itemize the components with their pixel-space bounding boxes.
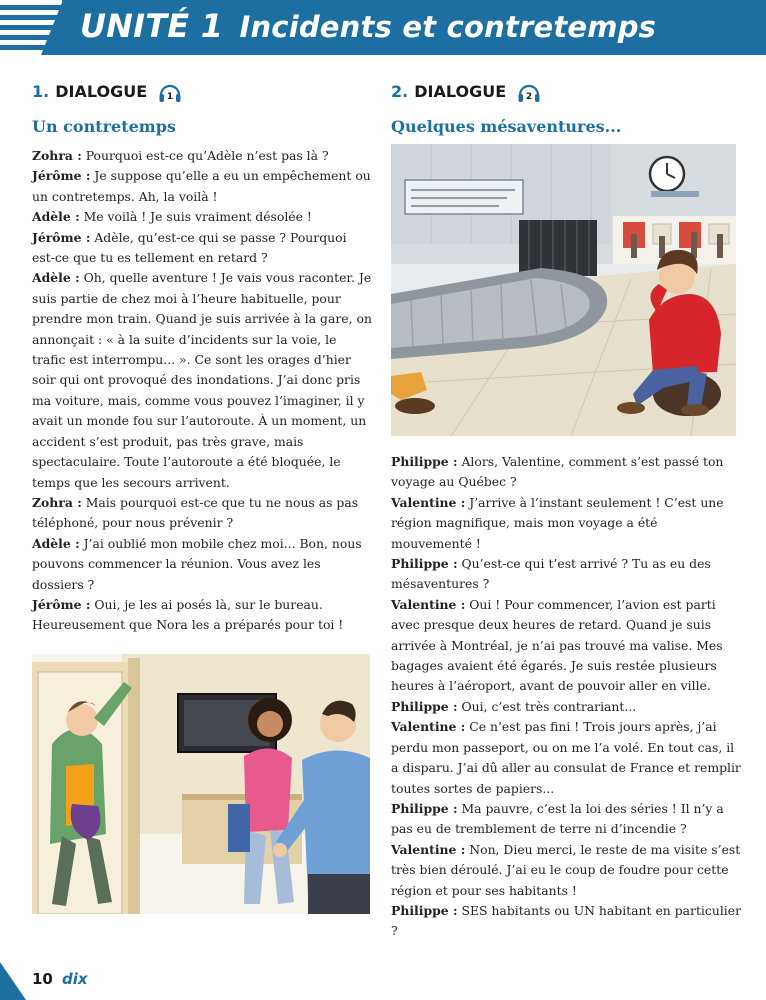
dialogue-line bbox=[391, 452, 741, 493]
line-text: Oui, je les ai posés là, sur le bureau. Heureusement que Nora les a préparés pour toi ! bbox=[32, 596, 344, 633]
dialogue-line bbox=[32, 228, 372, 269]
line-text: Oh, quelle aventure ! Je vais vous raconter. Je suis partie de chez moi à l’heure habituelle, pour prendre mon train. Quand je suis arrivée à la gare, on annonçait : « à la suite d’incidents sur la voie, le trafic est interrompu... ». Ce sont les orages d’hier soir qui ont provoqué des inondations. J’ai donc pris ma voiture, mais, comme vous pouvez l’imaginer, il y avait un monde fou sur l’autoroute. À un moment, un accident s’est produit, pas très grave, mais spectaculaire. Toute l’autoroute a été bloquée, le temps que les secours arrivent. bbox=[32, 270, 372, 490]
dialogue-2-number: 2. bbox=[391, 82, 409, 101]
footer-tab bbox=[0, 962, 26, 1000]
dialogue-line bbox=[391, 493, 741, 554]
line-text: Oui ! Pour commencer, l’avion est parti avec presque deux heures de retard. Quand je suis arrivée à Montréal, je n’ai pas trouvé ma valise. Mes bagages avaient été égarés. Je suis restée plusieurs heures à l’aéroport, avant de pouvoir aller en ville. bbox=[391, 596, 723, 694]
line-text: Pourquoi est-ce qu’Adèle n’est pas là ? bbox=[81, 148, 329, 163]
speaker: Valentine : bbox=[391, 841, 466, 857]
dialogue-2-text bbox=[391, 452, 741, 942]
dialogue-1-label: DIALOGUE bbox=[55, 82, 148, 101]
dialogue-line bbox=[32, 493, 372, 534]
speaker: Adèle : bbox=[32, 209, 80, 225]
line-text: J’arrive à l’instant seulement ! C’est une région magnifique, mais mon voyage a été mouvementé ! bbox=[391, 494, 724, 551]
track-number-2: 2 bbox=[525, 91, 532, 102]
track-number-1: 1 bbox=[166, 91, 173, 102]
line-text: Mais pourquoi est-ce que tu ne nous as pas téléphoné, pour nous prévenir ? bbox=[32, 494, 359, 531]
speaker: Jérôme : bbox=[32, 168, 91, 184]
line-text: Me voilà ! Je suis vraiment désolée ! bbox=[79, 209, 312, 225]
banner-stripes bbox=[0, 0, 62, 55]
page-number-word: dix bbox=[62, 970, 88, 988]
unit-banner bbox=[0, 0, 766, 55]
line-text: Adèle, qu’est-ce qui se passe ? Pourquoi est-ce que tu es tellement en retard ? bbox=[32, 229, 347, 266]
line-text: Alors, Valentine, comment s’est passé ton voyage au Québec ? bbox=[391, 454, 724, 490]
headphones-icon[interactable] bbox=[516, 80, 542, 106]
dialogue-1-heading bbox=[32, 78, 372, 106]
page-number: 10 bbox=[32, 970, 53, 988]
speaker: Philippe : bbox=[391, 454, 458, 469]
dialogue-line bbox=[32, 146, 372, 166]
dialogue-2-label: DIALOGUE bbox=[414, 82, 507, 101]
speaker: Philippe : bbox=[391, 556, 458, 572]
dialogue-line bbox=[391, 717, 741, 799]
dialogue-line bbox=[391, 840, 741, 901]
page-footer bbox=[0, 962, 120, 1000]
line-text: Oui, c’est très contrariant... bbox=[457, 698, 637, 714]
dialogue-line bbox=[391, 901, 741, 942]
speaker: Valentine : bbox=[391, 719, 466, 735]
dialogue-2-heading bbox=[391, 78, 741, 106]
dialogue-line bbox=[391, 799, 741, 840]
speaker: Philippe : bbox=[391, 902, 458, 918]
speaker: Philippe : bbox=[391, 800, 458, 816]
dialogue-line bbox=[32, 534, 372, 595]
line-text: Qu’est-ce qui t’est arrivé ? Tu as eu des mésaventures ? bbox=[391, 556, 711, 592]
speaker: Adèle : bbox=[32, 535, 80, 551]
speaker: Jérôme : bbox=[32, 229, 91, 245]
line-text: SES habitants ou UN habitant en particulier ? bbox=[391, 902, 741, 939]
dialogue-line bbox=[391, 595, 741, 697]
dialogue-1-number: 1. bbox=[32, 82, 50, 101]
unit-title-text: Incidents et contretemps bbox=[239, 10, 657, 44]
line-text: Non, Dieu merci, le reste de ma visite s’est très bien déroulé. J’ai eu le coup de foudre pour cette région et pour ses habitants ! bbox=[391, 841, 741, 898]
speaker: Zohra : bbox=[32, 148, 82, 163]
dialogue-line bbox=[391, 554, 741, 595]
dialogue-2-subtitle: Quelques mésaventures... bbox=[391, 117, 622, 136]
dialogue-line bbox=[32, 166, 372, 207]
line-text: Ce n’est pas fini ! Trois jours après, j’ai perdu mon passeport, ou on me l’a volé. En tout cas, il a disparu. J’ai dû aller au consulat de France et remplir toutes sortes de papiers... bbox=[391, 719, 741, 796]
airport-illustration bbox=[391, 144, 736, 436]
speaker: Philippe : bbox=[391, 698, 458, 714]
line-text: Je suppose qu’elle a eu un empêchement ou un contretemps. Ah, la voilà ! bbox=[32, 168, 371, 204]
dialogue-1-column bbox=[32, 78, 372, 636]
dialogue-line bbox=[391, 697, 741, 717]
dialogue-1-subtitle: Un contretemps bbox=[32, 117, 176, 136]
speaker: Valentine : bbox=[391, 596, 466, 612]
dialogue-line bbox=[32, 207, 372, 227]
unit-title bbox=[80, 4, 656, 49]
dialogue-line bbox=[32, 595, 372, 636]
unit-number: UNITÉ 1 bbox=[80, 7, 224, 45]
speaker: Zohra : bbox=[32, 494, 82, 510]
speaker: Valentine : bbox=[391, 494, 466, 510]
line-text: J’ai oublié mon mobile chez moi... Bon, nous pouvons commencer la réunion. Vous avez les dossiers ? bbox=[32, 535, 362, 592]
speaker: Jérôme : bbox=[32, 596, 91, 612]
speaker: Adèle : bbox=[32, 270, 80, 286]
headphones-icon[interactable] bbox=[157, 80, 183, 106]
office-illustration bbox=[32, 654, 370, 914]
dialogue-1-text bbox=[32, 146, 372, 636]
line-text: Ma pauvre, c’est la loi des séries ! Il n’y a pas eu de tremblement de terre ni d’incendie ? bbox=[391, 800, 724, 837]
dialogue-line bbox=[32, 268, 372, 492]
